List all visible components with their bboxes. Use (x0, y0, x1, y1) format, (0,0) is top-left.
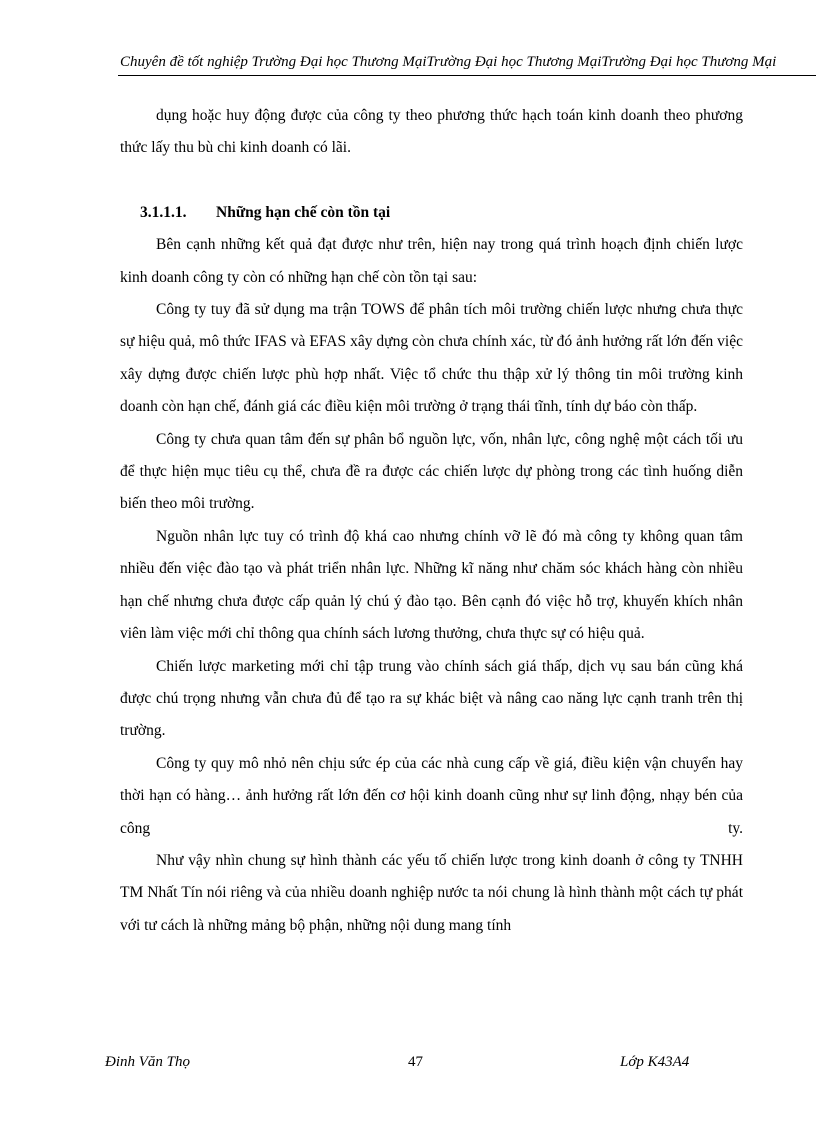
footer-author: Đinh Văn Thọ (105, 1054, 191, 1070)
paragraph-7: Như vậy nhìn chung sự hình thành các yếu tố chiến lược trong kinh doanh ở công ty TNHH TM Nhất Tín nói riêng và của nhiều doanh nghiệp nước ta nói chung là hình thành một cách tự phát với tư cách là những mảng bộ phận, những nội dung mang tính (120, 851, 743, 934)
footer-page-number: 47 (408, 1054, 423, 1070)
header-divider (118, 75, 816, 76)
footer-class-code: Lớp K43A4 (620, 1054, 690, 1070)
section-title: Những hạn chế còn tồn tại (216, 203, 391, 221)
paragraph-1: Bên cạnh những kết quả đạt được như trên, hiện nay trong quá trình hoạch định chiến lược kinh doanh công ty còn có những hạn chế còn tồn tại sau: (120, 236, 743, 286)
paragraph-2: Công ty tuy đã sử dụng ma trận TOWS để phân tích môi trường chiến lược nhưng chưa thực sự hiệu quả, mô thức IFAS và EFAS xây dựng còn chưa chính xác, từ đó ảnh hưởng rất lớn đến việc xây dựng được chiến lược phù hợp nhất. Việc tổ chức thu thập xử lý thông tin môi trường kinh doanh còn hạn chế, đánh giá các điều kiện môi trường ở trạng thái tĩnh, tính dự báo còn thấp. (120, 301, 743, 416)
paragraph-5: Chiến lược marketing mới chỉ tập trung vào chính sách giá thấp, dịch vụ sau bán cũng khá được chú trọng nhưng vẫn chưa đủ để tạo ra sự khác biệt và nâng cao năng lực cạnh tranh trên thị trường. (120, 657, 743, 740)
section-number: 3.1.1.1. (140, 203, 187, 221)
page-header: Chuyên đề tốt nghiệp Trường Đại học Thương MạiTrường Đại học Thương MạiTrường Đại học Thương Mại (120, 54, 777, 70)
intro-continuation-paragraph: dụng hoặc huy động được của công ty theo phương thức hạch toán kinh doanh theo phương thức lấy thu bù chi kinh doanh có lãi. (120, 107, 743, 157)
document-body (120, 100, 743, 942)
paragraph-3: Công ty chưa quan tâm đến sự phân bổ nguồn lực, vốn, nhân lực, công nghệ một cách tối ưu để thực hiện mục tiêu cụ thể, chưa đề ra được các chiến lược dự phòng trong các tình huống diễn biến theo môi trường. (120, 430, 743, 513)
paragraph-4: Nguồn nhân lực tuy có trình độ khá cao nhưng chính vỡ lẽ đó mà công ty không quan tâm nhiều đến việc đào tạo và phát triển nhân lực. Những kĩ năng như chăm sóc khách hàng còn nhiều hạn chế nhưng chưa được cấp quản lý chú ý đào tạo. Bên cạnh đó việc hỗ trợ, khuyến khích nhân viên làm việc mới chỉ thông qua chính sách lương thưởng, chưa thực sự có hiệu quả. (120, 527, 743, 643)
section-heading (120, 197, 743, 229)
paragraph-6: Công ty quy mô nhỏ nên chịu sức ép của các nhà cung cấp về giá, điều kiện vận chuyển hay thời hạn có hàng… ảnh hưởng rất lớn đến cơ hội kinh doanh cũng như sự linh động, nhạy bén của công ty. (120, 754, 743, 837)
